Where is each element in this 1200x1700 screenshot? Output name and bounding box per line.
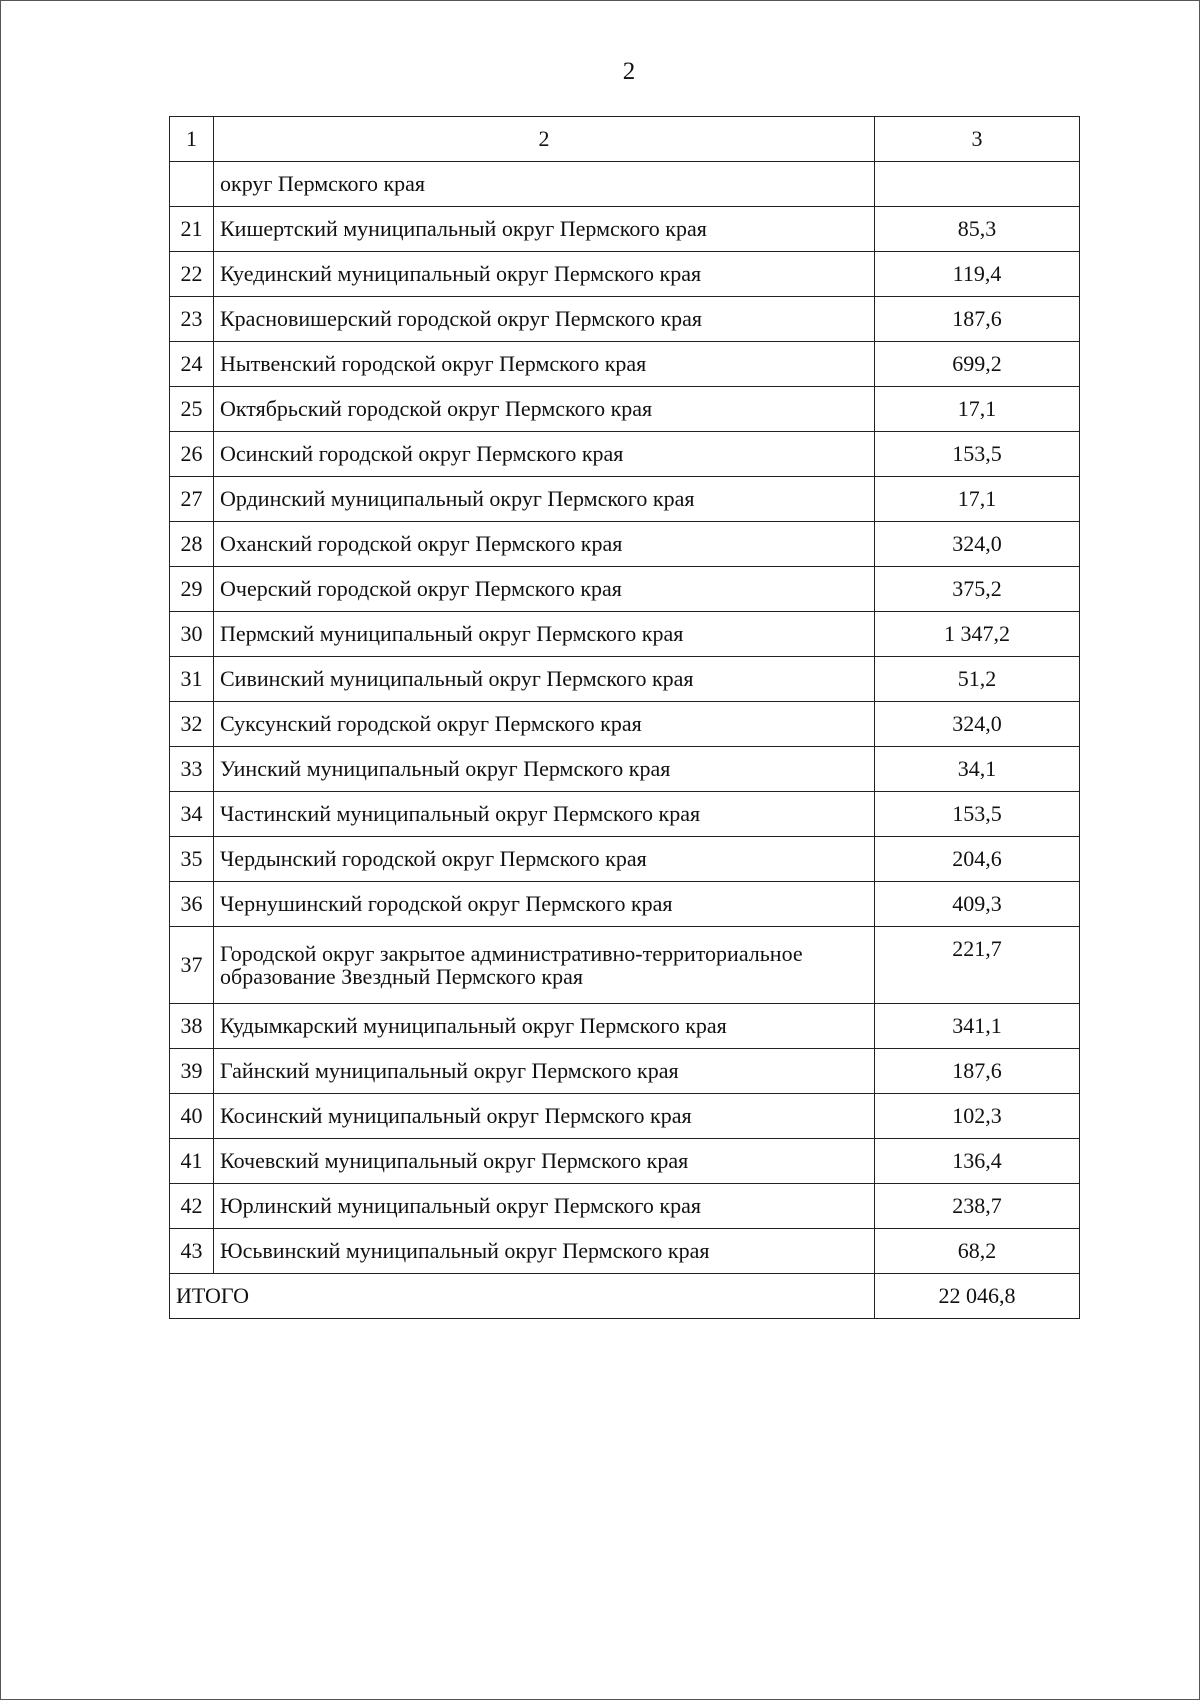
row-value: 409,3 — [875, 882, 1080, 927]
row-value: 324,0 — [875, 522, 1080, 567]
page-number: 2 — [622, 58, 636, 85]
table-row — [170, 927, 1080, 1004]
row-number: 41 — [170, 1139, 214, 1184]
table-header-row — [170, 117, 1080, 162]
row-number: 24 — [170, 342, 214, 387]
row-name: Нытвенский городской округ Пермского края — [214, 342, 875, 387]
row-name: Косинский муниципальный округ Пермского края — [214, 1094, 875, 1139]
row-name: Гайнский муниципальный округ Пермского края — [214, 1049, 875, 1094]
row-name: Юсьвинский муниципальный округ Пермского края — [214, 1229, 875, 1274]
row-value: 1 347,2 — [875, 612, 1080, 657]
row-number: 21 — [170, 207, 214, 252]
row-value: 102,3 — [875, 1094, 1080, 1139]
row-name: Оханский городской округ Пермского края — [214, 522, 875, 567]
table-row — [170, 1049, 1080, 1094]
row-name: Красновишерский городской округ Пермского края — [214, 297, 875, 342]
row-name: округ Пермского края — [214, 162, 875, 207]
row-name: Сивинский муниципальный округ Пермского края — [214, 657, 875, 702]
table-row — [170, 1004, 1080, 1049]
header-col-1: 1 — [170, 117, 214, 162]
row-name: Куединский муниципальный округ Пермского края — [214, 252, 875, 297]
table-row — [170, 477, 1080, 522]
row-value: 34,1 — [875, 747, 1080, 792]
row-name: Юрлинский муниципальный округ Пермского края — [214, 1184, 875, 1229]
row-value: 204,6 — [875, 837, 1080, 882]
continuation-row — [170, 162, 1080, 207]
row-name: Пермский муниципальный округ Пермского края — [214, 612, 875, 657]
allocation-table — [169, 116, 1080, 1319]
table-row — [170, 522, 1080, 567]
row-number: 22 — [170, 252, 214, 297]
table-row — [170, 1094, 1080, 1139]
table-row — [170, 432, 1080, 477]
row-number: 36 — [170, 882, 214, 927]
row-name: Городской округ закрытое административно-территориальное образование Звездный Пермского края — [214, 927, 875, 1004]
table-row — [170, 387, 1080, 432]
row-value: 153,5 — [875, 432, 1080, 477]
total-label: ИТОГО — [170, 1274, 875, 1319]
table-row — [170, 297, 1080, 342]
row-number: 35 — [170, 837, 214, 882]
table-row — [170, 747, 1080, 792]
row-value: 187,6 — [875, 297, 1080, 342]
row-value: 17,1 — [875, 387, 1080, 432]
row-value: 17,1 — [875, 477, 1080, 522]
row-number: 38 — [170, 1004, 214, 1049]
total-row — [170, 1274, 1080, 1319]
table-row — [170, 342, 1080, 387]
row-value: 136,4 — [875, 1139, 1080, 1184]
row-name: Кочевский муниципальный округ Пермского края — [214, 1139, 875, 1184]
table-row — [170, 657, 1080, 702]
row-name: Осинский городской округ Пермского края — [214, 432, 875, 477]
row-value — [875, 162, 1080, 207]
table-row — [170, 207, 1080, 252]
row-value: 324,0 — [875, 702, 1080, 747]
row-number: 42 — [170, 1184, 214, 1229]
row-number: 40 — [170, 1094, 214, 1139]
table-row — [170, 1139, 1080, 1184]
row-number: 33 — [170, 747, 214, 792]
row-number: 29 — [170, 567, 214, 612]
table-row — [170, 1229, 1080, 1274]
row-number: 30 — [170, 612, 214, 657]
row-name: Частинский муниципальный округ Пермского края — [214, 792, 875, 837]
row-number: 37 — [170, 927, 214, 1004]
row-number: 27 — [170, 477, 214, 522]
row-number: 32 — [170, 702, 214, 747]
table-row — [170, 792, 1080, 837]
row-value: 238,7 — [875, 1184, 1080, 1229]
table-row — [170, 1184, 1080, 1229]
row-name: Кудымкарский муниципальный округ Пермского края — [214, 1004, 875, 1049]
row-name: Ординский муниципальный округ Пермского края — [214, 477, 875, 522]
table-row — [170, 837, 1080, 882]
row-value: 375,2 — [875, 567, 1080, 612]
total-value: 22 046,8 — [875, 1274, 1080, 1319]
row-name: Суксунский городской округ Пермского края — [214, 702, 875, 747]
row-value: 85,3 — [875, 207, 1080, 252]
row-number — [170, 162, 214, 207]
table-row — [170, 567, 1080, 612]
table-row — [170, 882, 1080, 927]
row-value: 341,1 — [875, 1004, 1080, 1049]
row-value: 221,7 — [875, 927, 1080, 1004]
row-name: Кишертский муниципальный округ Пермского края — [214, 207, 875, 252]
table-row — [170, 612, 1080, 657]
row-name: Чернушинский городской округ Пермского края — [214, 882, 875, 927]
row-number: 43 — [170, 1229, 214, 1274]
row-number: 26 — [170, 432, 214, 477]
row-name: Очерский городской округ Пермского края — [214, 567, 875, 612]
row-value: 68,2 — [875, 1229, 1080, 1274]
row-value: 119,4 — [875, 252, 1080, 297]
row-number: 39 — [170, 1049, 214, 1094]
row-number: 31 — [170, 657, 214, 702]
table-row — [170, 252, 1080, 297]
row-number: 28 — [170, 522, 214, 567]
row-value: 153,5 — [875, 792, 1080, 837]
table-row — [170, 702, 1080, 747]
header-col-3: 3 — [875, 117, 1080, 162]
row-name: Октябрьский городской округ Пермского края — [214, 387, 875, 432]
row-number: 23 — [170, 297, 214, 342]
row-number: 34 — [170, 792, 214, 837]
row-value: 699,2 — [875, 342, 1080, 387]
header-col-2: 2 — [214, 117, 875, 162]
row-name: Чердынский городской округ Пермского края — [214, 837, 875, 882]
row-number: 25 — [170, 387, 214, 432]
row-value: 187,6 — [875, 1049, 1080, 1094]
row-value: 51,2 — [875, 657, 1080, 702]
row-name: Уинский муниципальный округ Пермского края — [214, 747, 875, 792]
